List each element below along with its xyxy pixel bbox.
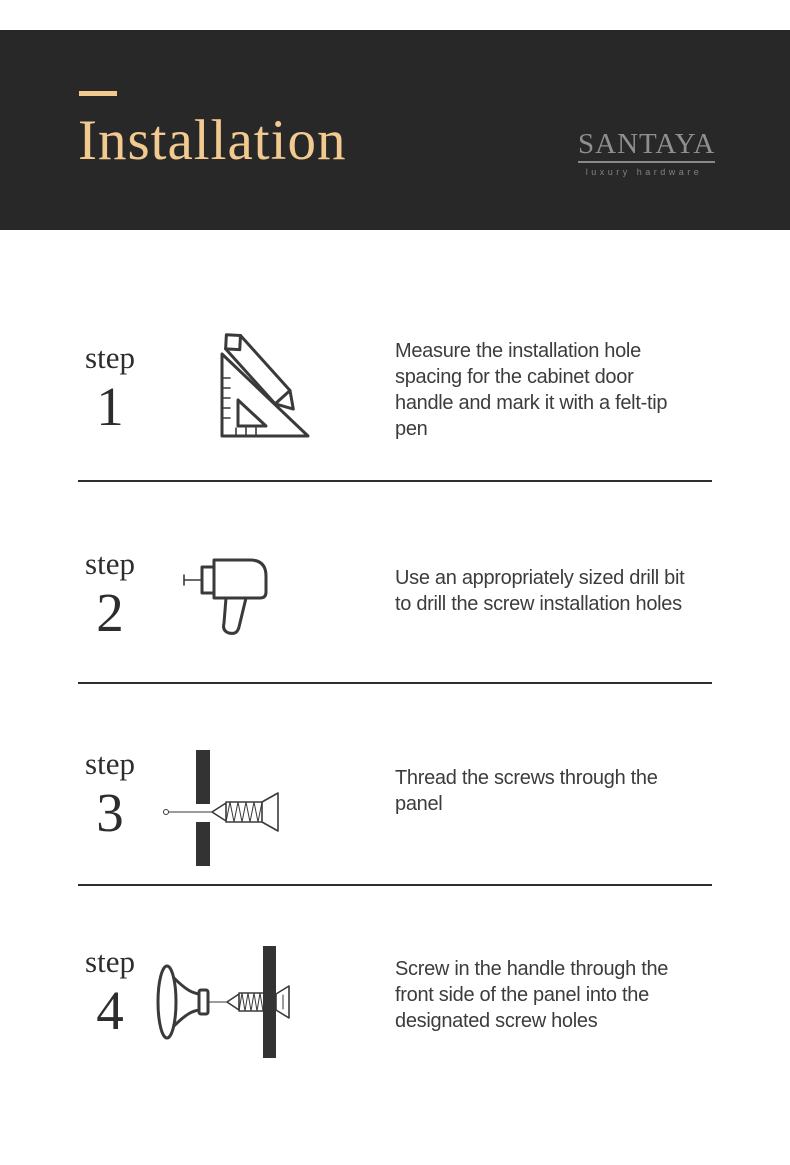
description-line: to drill the screw installation holes xyxy=(395,593,682,615)
step-row-2 xyxy=(78,482,712,684)
accent-dash xyxy=(79,91,117,96)
brand-name: SANTAYA xyxy=(578,130,715,163)
step-row-1 xyxy=(78,280,712,482)
handle-knob-screw-panel-icon xyxy=(153,944,293,1060)
description-line: Use an appropriately sized drill bit xyxy=(395,567,685,589)
step-description xyxy=(395,338,725,442)
step-row-3 xyxy=(78,684,712,886)
description-line: Thread the screws through the xyxy=(395,767,658,789)
description-line: Screw in the handle through the xyxy=(395,958,669,980)
step-row-4 xyxy=(78,886,712,1086)
drill-icon xyxy=(180,548,280,640)
step-word: step xyxy=(85,944,135,979)
screw-through-panel-icon xyxy=(160,746,292,870)
steps-list xyxy=(78,280,712,1086)
step-word: step xyxy=(85,546,135,581)
step-label xyxy=(78,944,142,1041)
step-label xyxy=(78,746,142,843)
step-number: 2 xyxy=(96,582,124,643)
description-line: designated screw holes xyxy=(395,1010,598,1032)
step-description xyxy=(395,565,725,617)
brand-logo xyxy=(578,128,716,177)
description-line: panel xyxy=(395,793,443,815)
description-line: handle and mark it with a felt-tip xyxy=(395,392,668,414)
step-word: step xyxy=(85,340,135,375)
step-description xyxy=(395,765,725,817)
step-label xyxy=(78,340,142,437)
description-line: front side of the panel into the xyxy=(395,984,649,1006)
set-square-pencil-icon xyxy=(206,332,318,444)
brand-tagline: luxury hardware xyxy=(585,167,703,177)
description-line: Measure the installation hole xyxy=(395,340,641,362)
step-number: 1 xyxy=(96,376,124,437)
step-description xyxy=(395,956,725,1034)
page-title: Installation xyxy=(78,109,347,172)
step-word: step xyxy=(85,746,135,781)
description-line: spacing for the cabinet door xyxy=(395,366,634,388)
step-label xyxy=(78,546,142,643)
step-number: 4 xyxy=(96,980,124,1041)
description-line: pen xyxy=(395,418,428,440)
step-number: 3 xyxy=(96,782,124,843)
header xyxy=(0,30,790,230)
